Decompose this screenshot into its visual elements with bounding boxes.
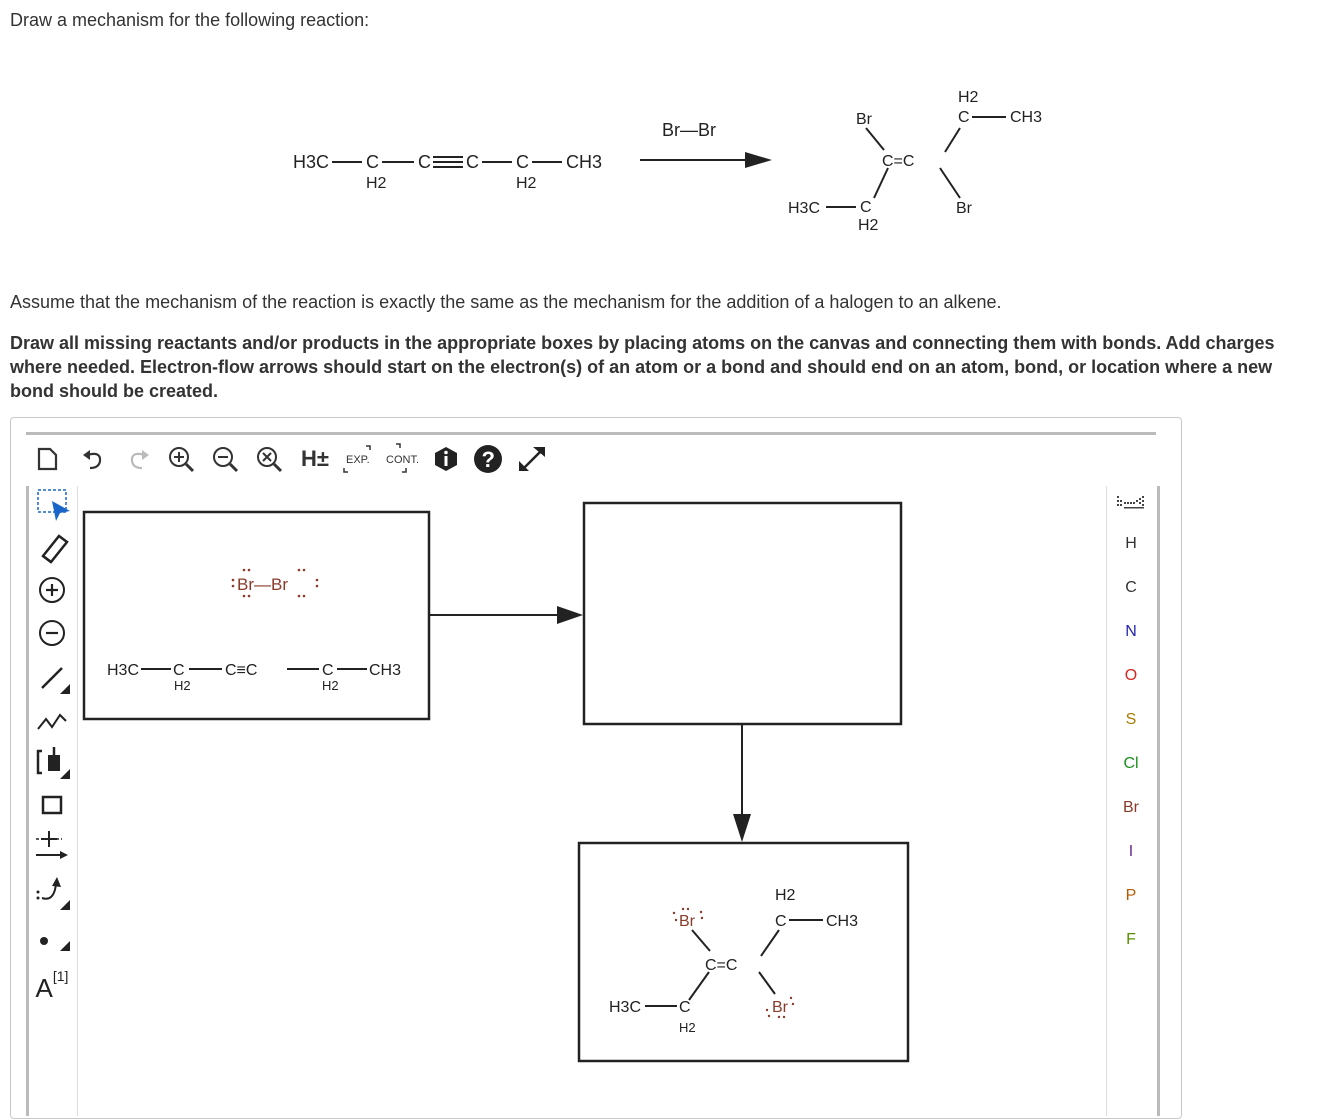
info-button[interactable] [432, 442, 460, 476]
element-s[interactable]: S [1125, 711, 1137, 728]
assumption-text: Assume that the mechanism of the reaction is exactly the same as the mechanism for the addition of a halogen to an alkene. [10, 292, 1002, 312]
selection-arrow-icon [32, 485, 72, 523]
electron-tool[interactable] [30, 914, 74, 954]
expand-button[interactable] [342, 442, 372, 476]
redo-button[interactable] [124, 442, 152, 476]
svg-text:EXP.: EXP. [346, 454, 370, 466]
product-c-top: C [958, 109, 970, 126]
box1-ch3: CH3 [369, 662, 402, 679]
element-cl[interactable]: Cl [1123, 755, 1139, 772]
box1-bromine[interactable] [232, 569, 319, 598]
product-h2-bottom: H2 [858, 217, 879, 234]
select-tool[interactable] [30, 484, 74, 524]
zoom-reset-icon [255, 445, 283, 473]
reagent-br2: Br—Br [662, 120, 716, 140]
eraser-tool[interactable] [30, 527, 74, 567]
rectangle-icon [37, 790, 67, 820]
product-h2-top: H2 [958, 89, 979, 106]
zoom-in-icon [167, 445, 195, 473]
box1-br2-label: Br—Br [237, 575, 288, 594]
curved-arrow-icon [32, 872, 72, 910]
box1-c4: C [322, 662, 334, 679]
product-br-bottom: Br [956, 200, 972, 217]
text-tool-letter: A [35, 972, 53, 1003]
zoom-out-icon [211, 445, 239, 473]
element-br[interactable]: Br [1123, 799, 1139, 816]
help-button[interactable] [472, 442, 504, 476]
rectangle-tool[interactable] [30, 785, 74, 825]
reactant-h3c: H3C [293, 152, 330, 172]
reaction-arrow [640, 152, 772, 168]
product-ch3: CH3 [1010, 109, 1043, 126]
contract-button[interactable] [384, 442, 422, 476]
drawing-canvas[interactable] [75, 486, 1105, 1116]
box3-c-top: C [775, 913, 787, 930]
eraser-icon [35, 530, 69, 564]
box1-triple: C≡C [225, 662, 258, 679]
product-dibromoalkene [788, 89, 1042, 234]
curved-arrow-tool[interactable] [30, 871, 74, 911]
element-n[interactable]: N [1125, 623, 1137, 640]
text-annotation-tool[interactable] [30, 960, 74, 1004]
element-f[interactable]: F [1126, 931, 1136, 948]
toggle-hydrogens-button[interactable]: H± [301, 446, 329, 471]
box1-h3c: H3C [107, 662, 140, 679]
product-ceq: C=C [882, 153, 915, 170]
contract-icon [384, 442, 422, 476]
new-document-button[interactable] [34, 442, 60, 476]
electron-dot-icon [32, 915, 72, 953]
box1-h2b: H2 [322, 678, 339, 693]
periodic-table-icon [1114, 492, 1148, 512]
box1-c1: C [173, 662, 185, 679]
bond-tool[interactable] [30, 656, 74, 696]
periodic-table-button[interactable] [1108, 492, 1154, 520]
document-icon [36, 446, 58, 472]
reactant-c4-h2: H2 [516, 175, 537, 192]
positive-charge-tool[interactable] [30, 570, 74, 610]
undo-button[interactable] [80, 442, 108, 476]
undo-icon [81, 447, 107, 471]
element-p[interactable]: P [1125, 887, 1137, 904]
bracket-template-icon [32, 743, 72, 781]
reactant-c1-h2: H2 [366, 175, 387, 192]
chain-icon [32, 701, 72, 737]
box3-product[interactable] [609, 887, 858, 1035]
plus-charge-icon [37, 575, 67, 605]
box3-br-bottom: Br [772, 999, 788, 1016]
box1-h2a: H2 [174, 678, 191, 693]
redo-icon [125, 447, 151, 471]
template-tool[interactable] [30, 742, 74, 782]
box3-h3c: H3C [609, 999, 642, 1016]
svg-text:?: ? [481, 447, 495, 472]
intermediate-box[interactable] [584, 503, 901, 724]
reset-zoom-button[interactable] [254, 442, 284, 476]
chain-tool[interactable] [30, 699, 74, 739]
box3-br-top: Br [679, 913, 695, 930]
product-c-bottom: C [860, 199, 872, 216]
box3-h2-top: H2 [775, 887, 796, 904]
box3-ch3: CH3 [826, 913, 859, 930]
single-bond-icon [32, 656, 72, 696]
negative-charge-tool[interactable] [30, 613, 74, 653]
product-br-top: Br [856, 111, 872, 128]
info-icon [433, 445, 459, 473]
reactant-c3: C [466, 152, 479, 172]
svg-text:CONT.: CONT. [386, 454, 419, 466]
zoom-out-button[interactable] [210, 442, 240, 476]
fullscreen-button[interactable] [516, 442, 550, 476]
fullscreen-icon [517, 445, 549, 473]
element-c[interactable]: C [1125, 579, 1137, 596]
instructions-text: Draw all missing reactants and/or products in the appropriate boxes by placing atoms on the canvas and connecting them with bonds. Add charges where needed. Electron-flow arrows should start on the electron(s) of an atom or a bond and should end on an atom, bond, or location where a new bond should be created. [10, 333, 1275, 401]
reactant-alkyne [293, 152, 602, 192]
atom-map-label: [1] [52, 968, 69, 984]
reactant-ch3: CH3 [566, 152, 603, 172]
reactant-c4: C [516, 152, 529, 172]
reaction-arrow-tool[interactable] [30, 828, 74, 868]
minus-charge-icon [37, 618, 67, 648]
element-o[interactable]: O [1124, 667, 1138, 684]
box3-c-bottom: C [679, 999, 691, 1016]
help-icon [473, 444, 503, 474]
reaction-scheme [0, 60, 1334, 280]
box2-to-box3-arrow[interactable] [733, 724, 751, 842]
reaction-arrow-icon [32, 829, 72, 867]
box1-alkyne[interactable] [107, 662, 401, 693]
reactant-c2: C [418, 152, 431, 172]
box3-h2-bottom: H2 [679, 1020, 696, 1035]
question-title: Draw a mechanism for the following reaction: [10, 10, 370, 30]
product-h3c: H3C [788, 200, 821, 217]
box3-ceq: C=C [705, 957, 738, 974]
element-h[interactable]: H [1125, 535, 1137, 552]
box1-to-box2-arrow[interactable] [429, 606, 583, 624]
element-i[interactable]: I [1128, 843, 1134, 860]
reactant-c1: C [366, 152, 379, 172]
product-box[interactable] [579, 843, 908, 1061]
reactant-box[interactable] [84, 512, 429, 719]
zoom-in-button[interactable] [166, 442, 196, 476]
expand-icon [342, 442, 372, 476]
